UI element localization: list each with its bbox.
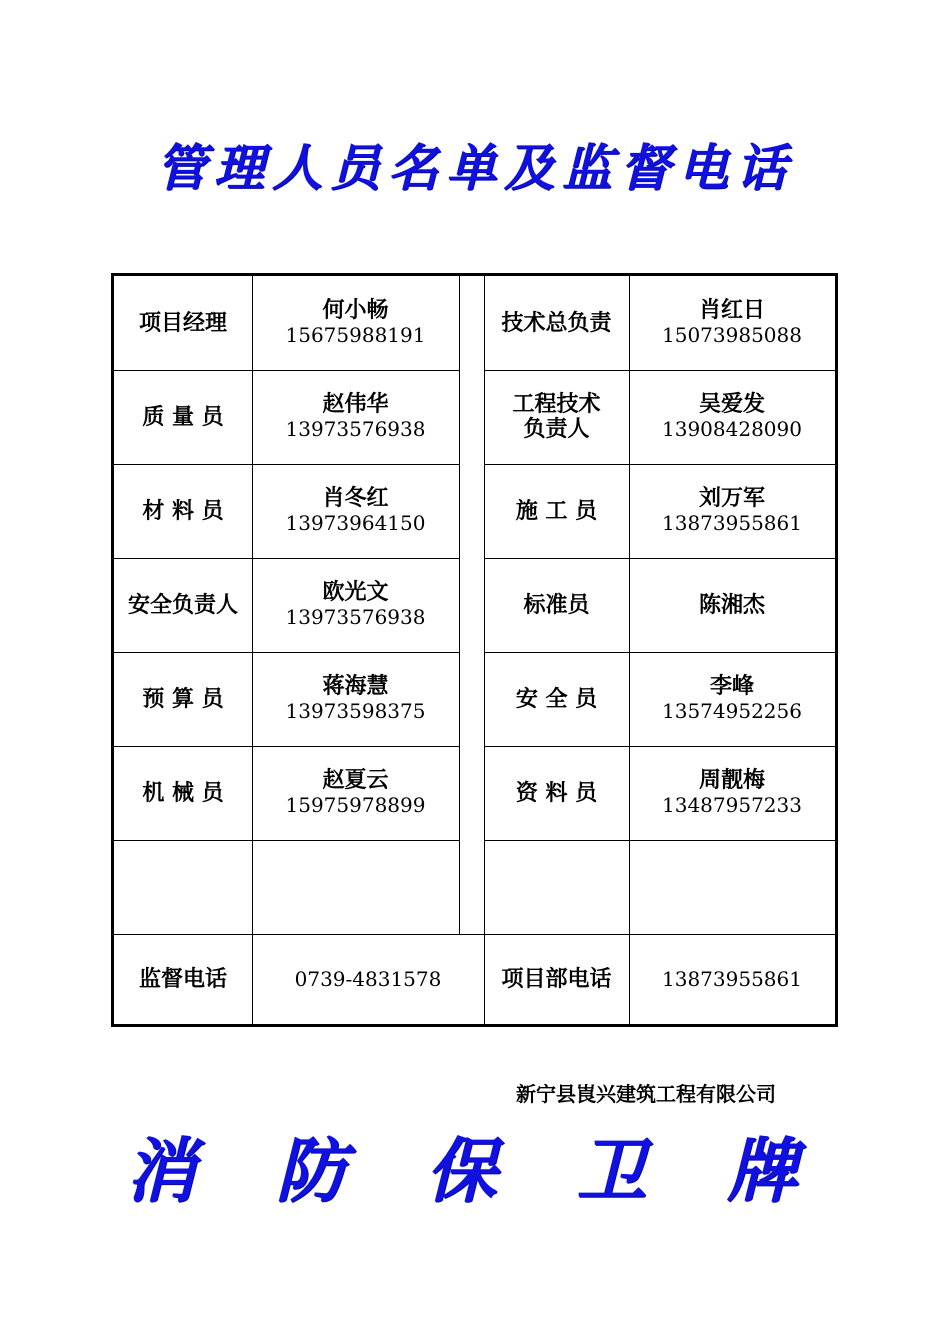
page-title: 管理人员名单及监督电话 — [156, 139, 794, 197]
row-divider — [484, 652, 835, 653]
phone-number: 15975978899 — [285, 793, 426, 817]
right-label-cell-text: 标准员 — [523, 592, 590, 618]
right-person-cell — [629, 652, 835, 746]
phone-number: 13973598375 — [285, 699, 426, 723]
person-name: 陈湘杰 — [698, 592, 765, 618]
phone-number: 13487957233 — [662, 793, 802, 817]
left-label-cell-text: 质 量 员 — [142, 404, 224, 430]
row-divider — [484, 558, 835, 559]
company-name: 新宁县崀兴建筑工程有限公司 — [516, 1082, 776, 1106]
office-label-cell-text: 项目部电话 — [501, 966, 612, 992]
supervision-phone-cell — [252, 934, 484, 1024]
row-divider — [114, 840, 459, 841]
right-label-cell — [484, 840, 629, 934]
person-name: 吴爱发 — [698, 392, 765, 417]
person-name: 赵夏云 — [322, 768, 389, 793]
column-divider — [629, 276, 630, 1024]
person-name: 李峰 — [709, 674, 754, 699]
column-divider — [484, 276, 485, 1024]
right-person-cell — [629, 370, 835, 464]
phone-number: 13973576938 — [285, 417, 426, 441]
right-label-cell — [484, 746, 629, 840]
left-label-cell-text: 项目经理 — [138, 310, 227, 336]
left-label-cell-text: 安全负责人 — [127, 592, 238, 618]
row-divider — [114, 652, 459, 653]
person-name: 刘万军 — [698, 486, 765, 511]
row-divider — [484, 934, 835, 935]
phone-number: 13973576938 — [285, 605, 426, 629]
office-phone-cell — [629, 934, 835, 1024]
supervision-phone: 0739-4831578 — [294, 966, 442, 991]
right-person-cell — [629, 840, 835, 934]
right-label-cell-text: 安 全 员 — [515, 686, 598, 712]
person-name: 肖冬红 — [322, 486, 389, 511]
right-label-cell — [484, 558, 629, 652]
column-divider — [459, 276, 460, 934]
right-person-cell — [629, 558, 835, 652]
staff-table — [111, 273, 838, 1027]
row-divider — [484, 370, 835, 371]
right-label-cell — [484, 370, 629, 464]
left-label-cell-text: 材 料 员 — [142, 498, 224, 524]
phone-number: 13908428090 — [662, 417, 802, 441]
row-divider — [114, 558, 459, 559]
left-label-cell — [114, 558, 252, 652]
phone-number: 15675988191 — [285, 323, 426, 347]
person-name: 欧光文 — [322, 580, 389, 605]
person-name: 周靓梅 — [698, 768, 765, 793]
left-person-cell — [252, 464, 459, 558]
row-divider — [114, 370, 459, 371]
column-divider — [252, 276, 253, 1024]
row-divider — [484, 464, 835, 465]
row-divider — [114, 464, 459, 465]
left-person-cell — [252, 652, 459, 746]
left-label-cell — [114, 370, 252, 464]
person-name: 肖红日 — [698, 298, 765, 323]
left-person-cell — [252, 276, 459, 370]
person-name: 赵伟华 — [322, 392, 389, 417]
phone-number: 13873955861 — [662, 511, 802, 535]
right-person-cell — [629, 276, 835, 370]
left-person-cell — [252, 370, 459, 464]
right-person-cell — [629, 464, 835, 558]
right-label-cell-text: 技术总负责 — [501, 310, 612, 336]
left-label-cell-text: 机 械 员 — [142, 780, 224, 806]
right-person-cell — [629, 746, 835, 840]
person-name: 蒋海慧 — [322, 674, 389, 699]
phone-number: 15073985088 — [662, 323, 802, 347]
left-label-cell — [114, 276, 252, 370]
supervision-label-cell — [114, 934, 252, 1024]
left-person-cell — [252, 840, 459, 934]
left-label-cell — [114, 652, 252, 746]
row-divider — [114, 934, 459, 935]
right-label-cell — [484, 652, 629, 746]
row-divider — [114, 746, 459, 747]
row-divider — [484, 840, 835, 841]
right-label-cell — [484, 464, 629, 558]
left-label-cell-text: 预 算 员 — [142, 686, 224, 712]
left-person-cell — [252, 558, 459, 652]
phone-number: 13973964150 — [285, 511, 426, 535]
right-label-cell-text: 工程技术 负责人 — [512, 392, 601, 442]
left-person-cell — [252, 746, 459, 840]
left-label-cell — [114, 464, 252, 558]
supervision-label-cell-text: 监督电话 — [138, 966, 227, 992]
row-divider — [459, 934, 484, 935]
right-label-cell-text: 施 工 员 — [515, 498, 598, 524]
office-phone: 13873955861 — [662, 966, 802, 991]
left-label-cell — [114, 746, 252, 840]
right-label-cell — [484, 276, 629, 370]
footer-title: 消 防 保 卫 牌 — [125, 1130, 825, 1212]
person-name: 何小畅 — [322, 298, 389, 323]
office-label-cell — [484, 934, 629, 1024]
right-label-cell-text: 资 料 员 — [515, 780, 598, 806]
row-divider — [484, 746, 835, 747]
left-label-cell — [114, 840, 252, 934]
phone-number: 13574952256 — [662, 699, 802, 723]
